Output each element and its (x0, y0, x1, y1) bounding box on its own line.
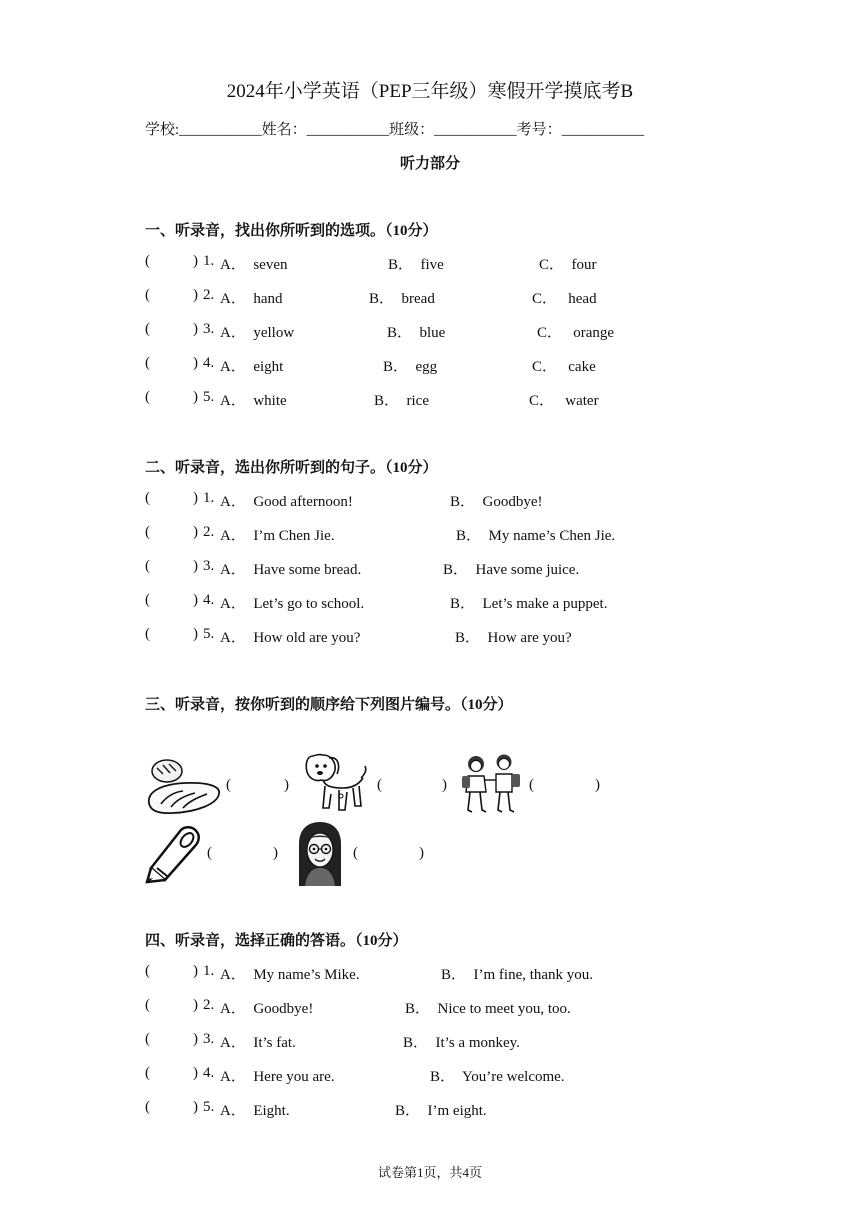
option-a: A． yellow (220, 325, 295, 341)
answer-paren-close: ) (193, 1031, 198, 1047)
question-row (145, 592, 745, 614)
option-a: A． Let’s go to school. (220, 596, 365, 612)
question-number: 4. (203, 355, 215, 371)
question-number: 2. (203, 287, 215, 303)
children-walking-icon (460, 752, 522, 818)
teacher-icon (295, 820, 345, 886)
answer-paren-open[interactable]: ( (145, 389, 150, 405)
option-b: B． five (388, 257, 444, 273)
question-number: 2. (203, 524, 215, 540)
crayon-icon (145, 824, 201, 886)
option-c: C． head (532, 291, 597, 307)
question-row (145, 355, 745, 377)
question-row (145, 1065, 745, 1087)
question-row (145, 1031, 745, 1053)
option-b: B． I’m eight. (395, 1103, 487, 1119)
option-b: B． You’re welcome. (430, 1069, 565, 1085)
option-b: B． Nice to meet you, too. (405, 1001, 571, 1017)
answer-paren-open[interactable]: ( (145, 997, 150, 1013)
answer-paren-open[interactable]: ( (145, 321, 150, 337)
option-a: A． Have some bread. (220, 562, 362, 578)
section3-heading: 三、听录音，按你听到的顺序给下列图片编号。（10分） (145, 697, 513, 713)
answer-paren-open[interactable]: ( (145, 355, 150, 371)
answer-paren-open[interactable]: ( (145, 558, 150, 574)
question-number: 5. (203, 389, 215, 405)
option-b: B． bread (369, 291, 435, 307)
option-a: A． Here you are. (220, 1069, 335, 1085)
answer-paren-open[interactable]: ( (145, 626, 150, 642)
question-number: 4. (203, 592, 215, 608)
question-row (145, 253, 745, 275)
question-number: 3. (203, 558, 215, 574)
question-row (145, 287, 745, 309)
option-c: C． four (539, 257, 597, 273)
picture-answer-paren-close: ) (273, 845, 278, 861)
answer-paren-close: ) (193, 963, 198, 979)
question-row (145, 490, 745, 512)
option-b: B． It’s a monkey. (403, 1035, 520, 1051)
question-row (145, 524, 745, 546)
answer-paren-close: ) (193, 287, 198, 303)
option-a: A． Eight. (220, 1103, 290, 1119)
question-row (145, 963, 745, 985)
option-a: A． I’m Chen Jie. (220, 528, 335, 544)
question-number: 3. (203, 1031, 215, 1047)
answer-paren-open[interactable]: ( (145, 963, 150, 979)
answer-paren-close: ) (193, 626, 198, 642)
answer-paren-close: ) (193, 1065, 198, 1081)
section2-heading: 二、听录音，选出你所听到的句子。（10分） (145, 460, 438, 476)
answer-paren-close: ) (193, 490, 198, 506)
option-a: A． white (220, 393, 287, 409)
part-title: 听力部分 (399, 156, 460, 172)
picture-answer-paren-close: ) (284, 777, 289, 793)
dog-icon (303, 752, 369, 816)
question-row (145, 558, 745, 580)
answer-paren-open[interactable]: ( (145, 524, 150, 540)
picture-answer-paren-open[interactable]: ( (529, 777, 534, 793)
answer-paren-open[interactable]: ( (145, 287, 150, 303)
answer-paren-close: ) (193, 355, 198, 371)
question-row (145, 626, 745, 648)
option-b: B． blue (387, 325, 446, 341)
picture-answer-paren-open[interactable]: ( (207, 845, 212, 861)
question-number: 5. (203, 1099, 215, 1115)
option-a: A． My name’s Mike. (220, 967, 360, 983)
answer-paren-open[interactable]: ( (145, 592, 150, 608)
option-c: C． cake (532, 359, 596, 375)
answer-paren-open[interactable]: ( (145, 490, 150, 506)
question-number: 1. (203, 253, 215, 269)
option-b: B． egg (383, 359, 438, 375)
answer-paren-open[interactable]: ( (145, 1065, 150, 1081)
answer-paren-close: ) (193, 1099, 198, 1115)
question-number: 5. (203, 626, 215, 642)
option-a: A． seven (220, 257, 288, 273)
option-b: B． How are you? (455, 630, 572, 646)
option-b: B． Have some juice. (443, 562, 580, 578)
question-row (145, 997, 745, 1019)
answer-paren-open[interactable]: ( (145, 1099, 150, 1115)
answer-paren-close: ) (193, 592, 198, 608)
picture-answer-paren-open[interactable]: ( (226, 777, 231, 793)
option-b: B． Let’s make a puppet. (450, 596, 608, 612)
option-a: A． Good afternoon! (220, 494, 353, 510)
answer-paren-open[interactable]: ( (145, 253, 150, 269)
question-number: 1. (203, 490, 215, 506)
picture-answer-paren-close: ) (442, 777, 447, 793)
question-row (145, 321, 745, 343)
question-number: 2. (203, 997, 215, 1013)
option-c: C． orange (537, 325, 615, 341)
answer-paren-close: ) (193, 253, 198, 269)
picture-answer-paren-open[interactable]: ( (353, 845, 358, 861)
option-b: B． I’m fine, thank you. (441, 967, 594, 983)
page-title: 2024年小学英语（PEP三年级）寒假开学摸底考B (226, 81, 634, 102)
option-a: A． eight (220, 359, 284, 375)
picture-answer-paren-close: ) (595, 777, 600, 793)
question-number: 1. (203, 963, 215, 979)
option-a: A． Goodbye! (220, 1001, 314, 1017)
answer-paren-close: ) (193, 321, 198, 337)
option-b: B． My name’s Chen Jie. (456, 528, 616, 544)
option-a: A． It’s fat. (220, 1035, 296, 1051)
answer-paren-close: ) (193, 524, 198, 540)
answer-paren-open[interactable]: ( (145, 1031, 150, 1047)
answer-paren-close: ) (193, 997, 198, 1013)
section4-heading: 四、听录音，选择正确的答语。（10分） (145, 933, 408, 949)
option-c: C． water (529, 393, 599, 409)
option-b: B． rice (374, 393, 429, 409)
question-row (145, 1099, 745, 1121)
picture-answer-paren-open[interactable]: ( (377, 777, 382, 793)
answer-paren-close: ) (193, 389, 198, 405)
student-info-line: 学校:___________姓名：___________班级：___________考号：___________ (145, 122, 645, 138)
option-a: A． hand (220, 291, 283, 307)
section1-heading: 一、听录音，找出你所听到的选项。（10分） (145, 223, 438, 239)
question-number: 3. (203, 321, 215, 337)
picture-answer-paren-close: ) (419, 845, 424, 861)
question-number: 4. (203, 1065, 215, 1081)
answer-paren-close: ) (193, 558, 198, 574)
bread-icon (145, 758, 223, 816)
option-b: B． Goodbye! (450, 494, 543, 510)
option-a: A． How old are you? (220, 630, 361, 646)
page-footer: 试卷第1页，共4页 (377, 1165, 482, 1180)
question-row (145, 389, 745, 411)
